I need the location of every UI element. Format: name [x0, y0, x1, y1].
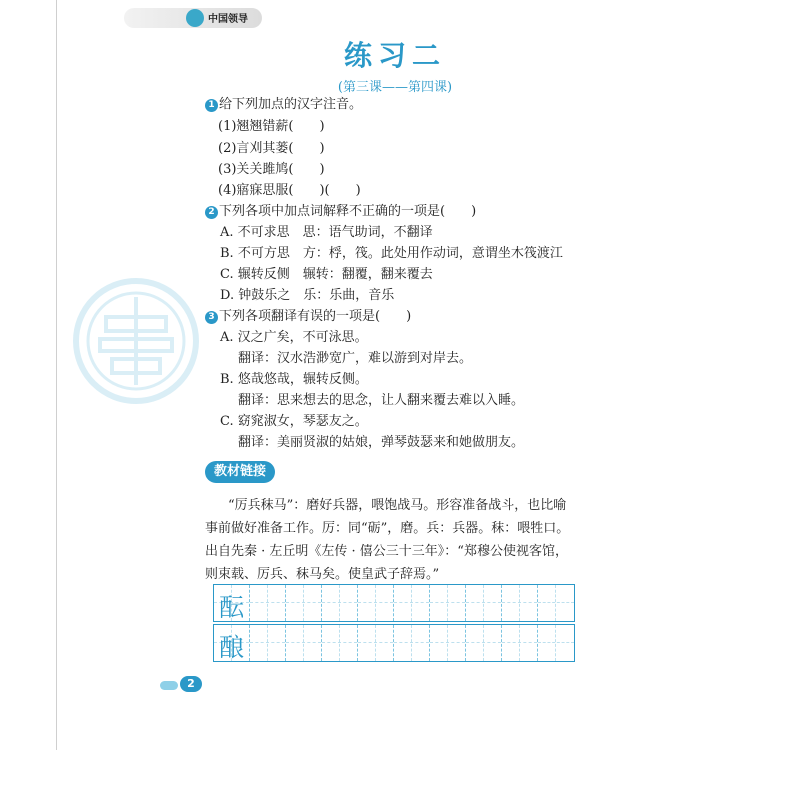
grid-cell [250, 585, 286, 621]
question-1-number: 1 [205, 99, 218, 112]
question-3 [205, 309, 411, 325]
header-brand: 中国领导 [208, 14, 248, 25]
question-3-text: 下列各项翻译有误的一项是( ) [219, 309, 412, 324]
grid-cell [250, 625, 286, 661]
q1-item-4: (4)寤寐思服( )( ) [218, 183, 361, 198]
grid-cell [538, 585, 574, 621]
grid-cell [466, 585, 502, 621]
practice-char-2: 酿 [218, 633, 244, 662]
practice-grid-2 [213, 624, 575, 662]
q3-option-c-translation: 翻译：美丽贤淑的姑娘，弹琴鼓瑟来和她做朋友。 [238, 435, 525, 450]
page-title: 练习二 [343, 39, 446, 72]
question-2 [205, 204, 476, 220]
practice-grid-1 [213, 584, 575, 622]
q2-option-d: D. 钟鼓乐之 乐：乐曲，音乐 [220, 288, 395, 303]
section-badge: 教材链接 [205, 461, 275, 483]
page-number: 2 [180, 676, 202, 692]
q1-item-1: (1)翘翘错薪( ) [218, 119, 325, 134]
watermark-pattern-icon [72, 277, 200, 405]
grid-cell [502, 585, 538, 621]
q3-option-a: A. 汉之广矣，不可泳思。 [220, 330, 368, 345]
page-subtitle: (第三课——第四课) [337, 80, 453, 95]
grid-cell [430, 625, 466, 661]
grid-cell [394, 625, 430, 661]
grid-cell [214, 625, 250, 661]
q3-option-b: B. 悠哉悠哉，辗转反侧。 [220, 372, 368, 387]
question-2-text: 下列各项中加点词解释不正确的一项是( ) [219, 204, 477, 219]
section-line-4: 则束载、厉兵、秣马矣。使皇武子辞焉。” [205, 567, 440, 582]
grid-cell [430, 585, 466, 621]
q3-option-a-translation: 翻译：汉水浩渺宽广，难以游到对岸去。 [238, 351, 473, 366]
grid-cell [358, 585, 394, 621]
grid-cell [286, 625, 322, 661]
question-1-text: 给下列加点的汉字注音。 [219, 97, 363, 112]
q2-option-b: B. 不可方思 方：桴，筏。此处用作动词，意谓坐木筏渡江 [220, 246, 563, 261]
q2-option-a: A. 不可求思 思：语气助词，不翻译 [220, 225, 433, 240]
section-line-3: 出自先秦 · 左丘明《左传 · 僖公三十三年》：“郑穆公使视客馆， [205, 544, 568, 559]
grid-cell [286, 585, 322, 621]
question-2-number: 2 [205, 206, 218, 219]
cloud-icon [160, 681, 178, 690]
grid-cell [538, 625, 574, 661]
page-edge [56, 0, 57, 750]
brand-logo-icon [186, 9, 204, 27]
grid-cell [466, 625, 502, 661]
section-line-2: 事前做好准备工作。厉：同“砺”，磨。兵：兵器。秣：喂牲口。 [205, 521, 570, 536]
q1-item-3: (3)关关雎鸠( ) [218, 162, 325, 177]
grid-cell [502, 625, 538, 661]
q1-item-2: (2)言刈其蒌( ) [218, 141, 325, 156]
grid-cell [214, 585, 250, 621]
q3-option-b-translation: 翻译：思来想去的思念，让人翻来覆去难以入睡。 [238, 393, 525, 408]
grid-cell [358, 625, 394, 661]
q2-option-c: C. 辗转反侧 辗转：翻覆，翻来覆去 [220, 267, 433, 282]
grid-cell [322, 585, 358, 621]
q3-option-c: C. 窈窕淑女，琴瑟友之。 [220, 414, 368, 429]
question-3-number: 3 [205, 311, 218, 324]
practice-char-1: 酝 [218, 593, 244, 622]
grid-cell [394, 585, 430, 621]
question-1 [205, 97, 362, 113]
grid-cell [322, 625, 358, 661]
section-line-1: “厉兵秣马”：磨好兵器，喂饱战马。形容准备战斗，也比喻 [228, 498, 567, 513]
